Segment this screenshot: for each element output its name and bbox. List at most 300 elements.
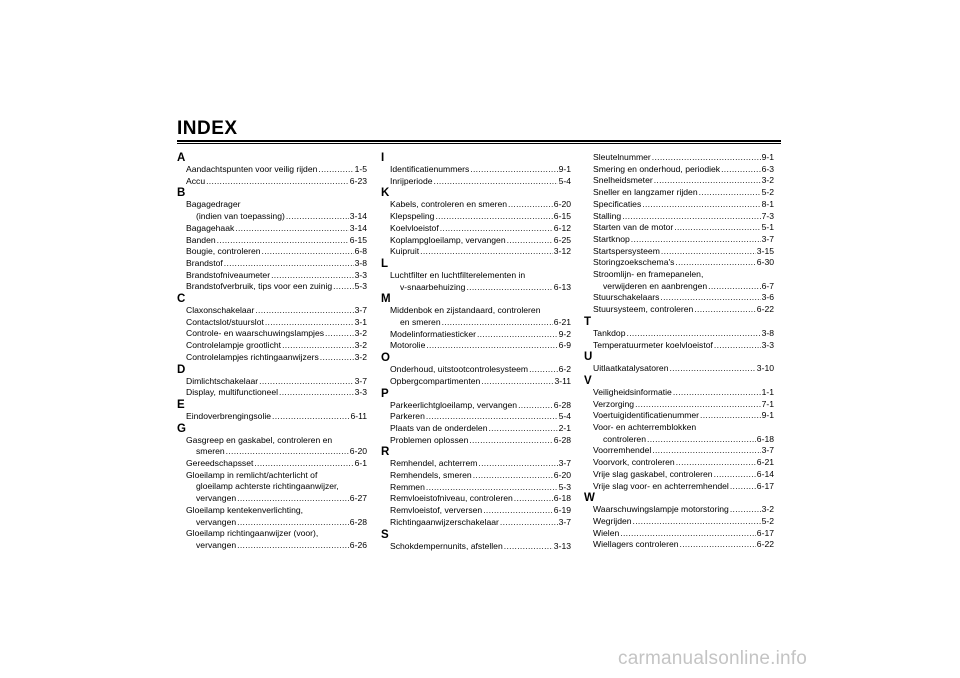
index-letter-heading: L [381,257,389,270]
index-letter-heading: R [381,446,390,459]
index-letter-heading: O [381,352,390,365]
index-entry-page: 3-13 [553,540,571,551]
index-entry-text: Bagagehaak [186,222,235,233]
index-entry-page: 9-2 [558,328,571,339]
index-letter-heading: P [381,387,389,400]
index-entry-text: controleren [603,433,646,444]
dot-leader [627,328,761,340]
index-entry [584,539,774,551]
index-entry-page: 6-17 [756,527,774,538]
index-entry [177,411,367,423]
index-entry [177,176,367,188]
dot-leader [708,281,760,293]
index-entry [381,305,571,317]
index-entry [584,199,774,211]
dot-leader [235,223,349,235]
index-entry [381,176,571,188]
index-entry [381,541,571,553]
index-entry-text: Stroomlijn- en framepanelen, [593,269,704,280]
dot-leader [318,164,353,176]
index-entry [177,387,367,399]
index-entry-page: 6-28 [553,399,571,410]
dot-leader [224,258,354,270]
index-entry [584,246,774,258]
index-entry-page: 6-13 [553,281,571,292]
index-entry-text: Accu [186,175,206,186]
dot-leader [483,505,553,517]
index-entry [177,376,367,388]
dot-leader [473,470,553,482]
index-entry-text: Wielen [593,527,620,538]
index-entry-page: 5-3 [558,481,571,492]
dot-leader [622,211,760,223]
index-entry-page: 6-21 [553,317,571,328]
index-entry [381,435,571,447]
index-entry-text: Gloeilamp in remlicht/achterlicht of [186,469,318,480]
index-entry-page: 3-11 [554,375,571,386]
index-entry-text: Koplampgloeilamp, vervangen [390,234,506,245]
index-entry-page: 3-7 [558,516,571,527]
index-entry-page: 7-3 [761,210,774,221]
index-entry-page: 6-20 [553,199,571,210]
index-entry [584,222,774,234]
dot-leader [514,493,553,505]
index-entry [381,458,571,470]
index-entry-page: 6-9 [558,340,571,351]
index-entry-page: 5-4 [558,411,571,422]
index-entry [381,482,571,494]
index-entry-page: 9-1 [761,152,774,162]
index-entry-text: Display, multifunctioneel [186,387,279,398]
index-entry-text: Luchtfilter en luchtfilterelementen in [390,269,526,280]
index-entry-text: Motorolie [390,340,426,351]
index-entry [584,328,774,340]
index-letter-heading: M [381,293,391,306]
index-entry [177,505,367,517]
index-entry-text: Sneller en langzamer rijden [593,187,698,198]
index-entry [177,211,367,223]
dot-leader [504,541,553,553]
index-entry-text: smeren [196,446,225,457]
index-entry-page: 3-3 [354,387,367,398]
index-entry [177,435,367,447]
index-entry-page: 3-7 [354,305,367,316]
dot-leader [721,164,760,176]
index-entry-text: Voertuigidentificatienummer [593,410,700,421]
index-column-3 [584,152,774,551]
index-entry [381,199,571,211]
dot-leader [477,329,558,341]
index-entry-text: Remmen [390,481,425,492]
dot-leader [642,199,760,211]
index-letter-heading: U [584,351,593,364]
index-letter-heading: T [584,315,592,328]
index-entry-page: 3-10 [756,363,774,374]
index-entry-page: 3-12 [553,246,571,257]
index-entry-text: (indien van toepassing) [196,211,285,222]
index-letter-heading: I [381,152,385,164]
index-entry [584,187,774,199]
index-entry-text: Remhendels, smeren [390,470,472,481]
dot-leader [262,246,354,258]
index-entry-page: 9-1 [761,410,774,421]
dot-leader [435,211,552,223]
index-entry [584,410,774,422]
index-entry-page: 3-2 [354,351,367,362]
dot-leader [635,399,760,411]
index-entry [584,434,774,446]
dot-leader [700,410,761,422]
index-entry [584,164,774,176]
dot-leader [481,376,553,388]
dot-leader [500,517,558,529]
dot-leader [730,481,756,493]
index-letter-heading: B [177,187,186,200]
dot-leader [529,364,558,376]
index-entry-page: 3-15 [756,245,774,256]
index-entry-text: Controle- en waarschuwingslampjes [186,328,325,339]
dot-leader [426,411,558,423]
index-entry [381,505,571,517]
dot-leader [675,257,755,269]
index-entry [584,281,774,293]
index-entry-text: Starten van de motor [593,222,674,233]
index-entry-page: 6-23 [349,175,367,186]
index-entry-text: Temperatuurmeter koelvloeistof [593,339,713,350]
index-entry [177,270,367,282]
index-entry-text: Brandstof [186,257,223,268]
index-entry [381,470,571,482]
index-entry-text: Voorvork, controleren [593,457,675,468]
dot-leader [694,304,755,316]
index-entry [584,363,774,375]
index-entry-page: 6-3 [761,163,774,174]
dot-leader [620,528,756,540]
index-entry [177,481,367,493]
index-entry-text: Uitlaatkatalysatoren [593,363,669,374]
index-entry-page: 6-21 [756,457,774,468]
index-entry-page: 3-3 [761,339,774,350]
index-entry [177,164,367,176]
index-entry-page: 6-11 [350,410,367,421]
dot-leader [669,363,755,375]
index-entry [177,199,367,211]
index-entry-page: 1-1 [761,386,774,397]
index-entry-text: Aandachtspunten voor veilig rijden [186,164,318,174]
index-letter-heading: K [381,187,390,200]
index-entry [381,329,571,341]
dot-leader [633,516,761,528]
index-entry-page: 3-2 [354,340,367,351]
index-entry [177,458,367,470]
dot-leader [237,493,349,505]
index-entry [381,211,571,223]
index-entry [584,234,774,246]
index-entry-page: 3-8 [761,327,774,338]
index-entry [584,387,774,399]
index-entry-page: 9-1 [558,164,571,174]
index-entry [584,422,774,434]
index-entry-page: 3-6 [761,292,774,303]
index-entry-page: 6-7 [761,280,774,291]
dot-leader [440,223,553,235]
index-entry-text: Gasgreep en gaskabel, controleren en [186,434,333,445]
dot-leader [518,400,553,412]
index-entry [381,493,571,505]
index-entry-text: Startknop [593,233,630,244]
dot-leader [466,282,552,294]
dot-leader [647,434,756,446]
index-entry-page: 3-3 [354,269,367,280]
index-entry [584,457,774,469]
index-entry [584,516,774,528]
index-entry-text: Gereedschapsset [186,458,254,469]
index-entry-text: Eindoverbrengingsolie [186,410,272,421]
index-entry-page: 6-8 [354,246,367,257]
index-entry-page: 7-1 [761,398,774,409]
index-entry-page: 8-1 [761,198,774,209]
index-entry-page: 6-12 [553,222,571,233]
title-rule [177,140,781,142]
index-entry-text: Vrije slag voor- en achterremhendel [593,480,729,491]
index-entry-page: 6-17 [756,480,774,491]
dot-leader [470,164,557,176]
dot-leader [654,175,761,187]
index-entry [381,223,571,235]
index-entry [584,152,774,164]
index-entry-text: Stuurschakelaars [593,292,660,303]
index-entry-text: Claxonschakelaar [186,305,255,316]
index-letter-heading: G [177,422,186,435]
index-entry-page: 3-7 [558,458,571,469]
index-entry-page: 6-20 [553,470,571,481]
index-entry-text: Opbergcompartimenten [390,375,481,386]
index-entry-page: 2-1 [558,422,571,433]
index-entry-text: Klepspeling [390,211,435,222]
index-entry [177,258,367,270]
index-entry-text: verwijderen en aanbrengen [603,280,708,291]
index-entry-page: 6-1 [354,458,367,469]
dot-leader [254,458,353,470]
dot-leader [320,352,354,364]
index-entry-text: Startspersysteem [593,245,660,256]
index-entry [177,352,367,364]
index-entry-page: 6-27 [349,493,367,504]
index-entry [177,540,367,552]
index-entry-text: Problemen oplossen [390,434,469,445]
dot-leader [673,387,761,399]
index-entry [177,246,367,258]
dot-leader [217,235,349,247]
index-entry-text: gloeilamp achterste richtingaanwijzer, [196,481,339,492]
index-entry-text: Voor- en achterremblokken [593,422,697,433]
index-letter-heading: A [177,152,186,164]
dot-leader [282,340,354,352]
index-entry-text: Stalling [593,210,622,221]
index-entry-page: 6-14 [756,468,774,479]
index-entry-page: 3-7 [761,445,774,456]
index-entry [381,364,571,376]
index-entry-text: Contactslot/stuurslot [186,316,264,327]
index-entry-page: 5-2 [761,187,774,198]
dot-leader [271,270,354,282]
dot-leader [661,246,756,258]
index-entry-page: 5-4 [558,175,571,186]
page-title: INDEX [177,118,238,139]
index-entry-page: 3-8 [354,257,367,268]
dot-leader [631,234,761,246]
index-entry [177,528,367,540]
index-entry [381,235,571,247]
index-entry-text: Parkeren [390,411,425,422]
dot-leader [508,199,553,211]
index-entry-page: 3-1 [354,316,367,327]
index-entry-text: Verzorging [593,398,635,409]
index-entry-text: Bougie, controleren [186,246,261,257]
dot-leader [325,328,354,340]
index-entry-page: 1-5 [354,164,367,174]
dot-leader [660,292,760,304]
index-entry-text: Identificatienummers [390,164,470,174]
index-entry-text: Voorremhendel [593,445,652,456]
index-entry [177,470,367,482]
index-entry-text: Plaats van de onderdelen [390,422,488,433]
dot-leader [488,423,557,435]
dot-leader [469,435,552,447]
dot-leader [714,469,756,481]
index-column-1 [177,152,367,552]
dot-leader [237,540,349,552]
index-entry [584,257,774,269]
index-entry-text: Smering en onderhoud, periodiek [593,163,721,174]
index-entry [177,340,367,352]
index-entry-page: 5-1 [761,222,774,233]
index-entry-text: Veiligheidsinformatie [593,386,672,397]
index-entry-page: 6-22 [756,539,774,550]
index-entry-text: Waarschuwingslampje motorstoring [593,504,729,515]
index-entry-text: vervangen [196,493,237,504]
index-entry-text: Specificaties [593,198,642,209]
index-entry-page: 6-28 [349,516,367,527]
index-entry-text: Parkeerlichtgloeilamp, vervangen [390,399,518,410]
index-entry-page: 6-18 [553,493,571,504]
index-entry-page: 3-2 [761,504,774,515]
index-entry-text: Gloeilamp richtingaanwijzer (voor), [186,528,319,539]
dot-leader [714,340,761,352]
index-entry-text: Remvloeistofniveau, controleren [390,493,513,504]
dot-leader [426,482,558,494]
dot-leader [426,340,557,352]
index-column-2 [381,152,571,552]
index-entry [584,445,774,457]
index-entry-text: Banden [186,234,216,245]
index-entry-page: 3-2 [761,175,774,186]
index-entry-text: vervangen [196,539,237,550]
index-entry-text: Remvloeistof, verversen [390,505,483,516]
index-entry-text: Richtingaanwijzerschakelaar [390,516,499,527]
index-entry-text: Kabels, controleren en smeren [390,199,508,210]
dot-leader [434,176,558,188]
index-entry-text: Middenbok en zijstandaard, controleren [390,305,541,316]
index-entry-page: 3-2 [354,328,367,339]
dot-leader [206,176,349,188]
index-entry [177,328,367,340]
index-entry [584,340,774,352]
index-entry-text: Wegrijden [593,515,632,526]
dot-leader [699,187,761,199]
index-entry-page: 3-7 [761,233,774,244]
index-entry [584,528,774,540]
index-entry-page: 6-26 [349,539,367,550]
index-entry-page: 6-25 [553,234,571,245]
index-entry-text: Inrijperiode [390,175,433,186]
dot-leader [652,152,761,164]
index-entry-page: 6-30 [756,257,774,268]
index-entry-text: Wiellagers controleren [593,539,679,550]
dot-leader [420,246,553,258]
index-letter-heading: V [584,374,592,387]
index-entry-page: 3-14 [349,222,367,233]
dot-leader [237,517,349,529]
index-entry [177,517,367,529]
index-letter-heading: W [584,492,595,505]
index-entry-text: vervangen [196,516,237,527]
index-entry-text: Vrije slag gaskabel, controleren [593,468,713,479]
index-entry-text: Koelvloeistof [390,222,439,233]
index-entry [584,211,774,223]
dot-leader [730,504,761,516]
index-entry-text: Bagagedrager [186,199,241,210]
index-entry [381,270,571,282]
index-entry [177,446,367,458]
index-entry [584,269,774,281]
index-entry [381,164,571,176]
index-entry-page: 6-15 [349,234,367,245]
index-entry-page: 3-14 [349,211,367,222]
index-entry [177,317,367,329]
index-entry-text: Sleutelnummer [593,152,651,162]
dot-leader [652,445,760,457]
index-entry [584,292,774,304]
index-entry [584,504,774,516]
index-entry-text: Brandstofverbruik, tips voor een zuinig [186,281,333,292]
index-entry [381,340,571,352]
dot-leader [259,376,353,388]
index-letter-heading: E [177,398,185,411]
index-letter-heading: C [177,293,186,306]
title-rule-thin [177,143,781,144]
index-entry-text: v-snaarbehuizing [400,281,466,292]
index-entry-page: 6-15 [553,211,571,222]
index-entry-page: 6-18 [756,433,774,444]
index-entry [177,235,367,247]
index-letter-heading: D [177,363,186,376]
dot-leader [226,446,349,458]
index-entry [381,282,571,294]
index-letter-heading: S [381,528,389,541]
index-entry-text: Remhendel, achterrem [390,458,478,469]
index-entry-text: Dimlichtschakelaar [186,375,259,386]
index-entry [381,317,571,329]
dot-leader [272,411,349,423]
dot-leader [680,539,756,551]
index-entry-text: Stuursysteem, controleren [593,304,694,315]
index-entry-page: 6-2 [558,364,571,375]
index-entry-page: 6-19 [553,505,571,516]
index-entry-text: Tankdop [593,327,626,338]
dot-leader [478,458,557,470]
index-entry [381,246,571,258]
